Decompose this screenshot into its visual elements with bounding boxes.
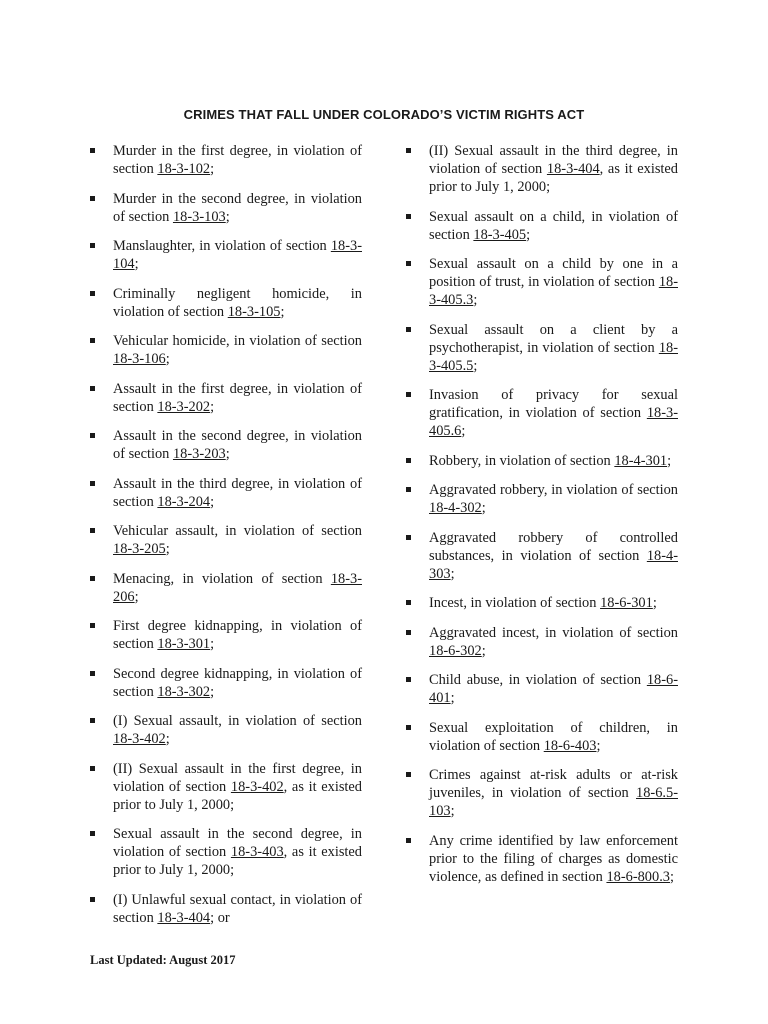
item-text: Child abuse, in violation of section — [429, 672, 647, 688]
statute-link[interactable]: 18-3-404 — [157, 909, 211, 926]
square-bullet-icon — [90, 623, 95, 628]
statute-link[interactable]: 18-3-205 — [113, 541, 166, 557]
square-bullet-icon — [90, 338, 95, 343]
square-bullet-icon — [90, 481, 95, 486]
statute-link[interactable]: 18-6-401 — [429, 672, 678, 706]
list-item — [406, 719, 678, 755]
square-bullet-icon — [406, 148, 411, 153]
square-bullet-icon — [90, 148, 95, 153]
item-suffix: ; — [165, 351, 170, 367]
square-bullet-icon — [90, 897, 95, 902]
item-suffix: , as it existed prior to July 1, 2000; — [429, 161, 678, 195]
square-bullet-icon — [406, 261, 411, 266]
list-item — [90, 617, 362, 653]
item-suffix: ; — [473, 357, 478, 374]
square-bullet-icon — [90, 528, 95, 533]
statute-link[interactable]: 18-3-103 — [172, 208, 226, 225]
item-text: Assault in the first degree, in violation of section — [113, 380, 362, 415]
item-suffix: ; — [280, 303, 285, 320]
item-text: (I) Unlawful sexual contact, in violation of section — [113, 891, 362, 926]
item-text: Assault in the third degree, in violation of section — [113, 475, 362, 510]
statute-link[interactable]: 18-3-402 — [230, 778, 284, 795]
list-item — [90, 522, 362, 558]
item-suffix: ; — [667, 452, 672, 469]
list-item — [90, 665, 362, 701]
item-text: (I) Sexual assault, in violation of section — [113, 713, 362, 729]
list-item — [406, 832, 678, 886]
item-suffix: ; — [596, 737, 601, 754]
statute-link[interactable]: 18-3-403 — [230, 844, 284, 860]
item-text: Murder in the first degree, in violation of section — [113, 143, 362, 177]
statute-link[interactable]: 18-3-405.5 — [429, 339, 678, 374]
square-bullet-icon — [406, 772, 411, 777]
item-suffix: , as it existed prior to July 1, 2000; — [113, 844, 362, 878]
statute-link[interactable]: 18-4-302 — [429, 500, 482, 516]
item-suffix: ; — [210, 161, 215, 177]
item-text: Sexual assault in the second degree, in violation of section — [113, 826, 362, 860]
statute-link[interactable]: 18-3-405.3 — [429, 274, 678, 308]
item-suffix: ; — [450, 565, 455, 582]
list-item — [406, 208, 678, 244]
list-item — [90, 332, 362, 368]
list-item — [90, 237, 362, 273]
item-text: Aggravated robbery, in violation of section — [429, 482, 678, 498]
item-text: Any crime identified by law enforcement prior to the filing of charges as domestic violence, as defined in section — [429, 832, 678, 885]
item-suffix: ; — [473, 292, 478, 308]
square-bullet-icon — [406, 458, 411, 463]
square-bullet-icon — [90, 766, 95, 771]
item-text: Manslaughter, in violation of section — [113, 238, 331, 254]
item-suffix: ; — [210, 398, 215, 415]
statute-link[interactable]: 18-3-405.6 — [429, 405, 678, 439]
item-text: Criminally negligent homicide, in violation of section — [113, 285, 362, 320]
item-suffix: ; — [526, 226, 531, 243]
item-suffix: ; — [165, 731, 170, 747]
square-bullet-icon — [406, 677, 411, 682]
statute-link[interactable]: 18-6-302 — [429, 642, 482, 659]
item-suffix: ; — [450, 803, 455, 819]
item-text: Vehicular homicide, in violation of section — [113, 333, 362, 349]
item-suffix: ; or — [210, 909, 230, 926]
list-item — [406, 594, 678, 612]
statute-link[interactable]: 18-4-301 — [614, 452, 668, 469]
square-bullet-icon — [90, 433, 95, 438]
item-suffix: ; — [450, 690, 455, 706]
item-suffix: ; — [670, 868, 674, 885]
item-text: Invasion of privacy for sexual gratification, in violation of section — [429, 387, 678, 421]
item-suffix: ; — [134, 588, 139, 605]
list-item — [90, 380, 362, 416]
list-item — [406, 766, 678, 820]
last-updated-note: Last Updated: August 2017 — [90, 953, 236, 967]
item-text: Aggravated robbery of controlled substances, in violation of section — [429, 529, 678, 564]
item-suffix: ; — [165, 541, 170, 557]
item-suffix: ; — [134, 256, 139, 272]
square-bullet-icon — [406, 600, 411, 605]
square-bullet-icon — [406, 630, 411, 635]
list-item — [90, 891, 362, 927]
list-item — [406, 481, 678, 517]
item-suffix: ; — [461, 423, 466, 439]
square-bullet-icon — [406, 838, 411, 843]
item-suffix: ; — [225, 208, 230, 225]
statute-link[interactable]: 18-6.5-103 — [429, 785, 678, 819]
item-suffix: ; — [481, 500, 486, 516]
statute-link[interactable]: 18-3-302 — [157, 683, 211, 700]
item-text: Sexual exploitation of children, in violation of section — [429, 719, 678, 754]
statute-link[interactable]: 18-6-800.3 — [606, 868, 670, 885]
statute-link[interactable]: 18-3-102 — [157, 161, 211, 177]
statute-link[interactable]: 18-3-104 — [113, 238, 362, 272]
list-item — [406, 671, 678, 707]
square-bullet-icon — [90, 831, 95, 836]
left-column — [90, 142, 362, 938]
item-text: (II) Sexual assault in the first degree, in violation of section — [113, 760, 362, 795]
list-item — [90, 570, 362, 606]
list-item — [90, 825, 362, 879]
item-suffix: ; — [210, 493, 215, 510]
item-suffix: ; — [481, 642, 486, 659]
square-bullet-icon — [90, 196, 95, 201]
item-text: Menacing, in violation of section — [113, 570, 331, 587]
square-bullet-icon — [406, 535, 411, 540]
statute-link[interactable]: 18-3-404 — [546, 161, 600, 177]
statute-link[interactable]: 18-3-204 — [157, 493, 211, 510]
statute-link[interactable]: 18-6-301 — [600, 595, 653, 611]
statute-link[interactable]: 18-4-303 — [429, 547, 678, 582]
square-bullet-icon — [406, 327, 411, 332]
square-bullet-icon — [90, 718, 95, 723]
page-title: CRIMES THAT FALL UNDER COLORADO’S VICTIM RIGHTS ACT — [183, 107, 585, 122]
item-suffix: ; — [210, 636, 215, 652]
square-bullet-icon — [90, 291, 95, 296]
square-bullet-icon — [90, 576, 95, 581]
list-item — [406, 452, 678, 470]
list-item — [90, 190, 362, 226]
square-bullet-icon — [90, 243, 95, 248]
item-text: Aggravated incest, in violation of section — [429, 624, 678, 641]
item-text: Crimes against at-risk adults or at-risk juveniles, in violation of section — [429, 767, 678, 801]
list-item — [406, 624, 678, 660]
square-bullet-icon — [406, 214, 411, 219]
item-suffix: , as it existed prior to July 1, 2000; — [113, 778, 362, 813]
statute-link[interactable]: 18-3-206 — [113, 570, 362, 605]
item-suffix: ; — [652, 595, 657, 611]
list-item — [406, 321, 678, 375]
list-item — [90, 427, 362, 463]
list-item — [406, 255, 678, 309]
item-text: Second degree kidnapping, in violation of section — [113, 665, 362, 700]
statute-link[interactable]: 18-3-202 — [157, 398, 211, 415]
statute-link[interactable]: 18-3-405 — [473, 226, 527, 243]
statute-link[interactable]: 18-3-105 — [227, 303, 281, 320]
square-bullet-icon — [406, 392, 411, 397]
square-bullet-icon — [90, 386, 95, 391]
statute-link[interactable]: 18-3-106 — [113, 351, 166, 367]
statute-link[interactable]: 18-6-403 — [543, 737, 597, 754]
item-text: Assault in the second degree, in violation of section — [113, 428, 362, 462]
list-item — [90, 285, 362, 321]
list-item — [406, 529, 678, 583]
statute-link[interactable]: 18-3-301 — [157, 636, 211, 652]
item-text: First degree kidnapping, in violation of section — [113, 618, 362, 652]
item-text: Incest, in violation of section — [429, 595, 601, 611]
item-suffix: ; — [225, 446, 230, 462]
list-item — [90, 760, 362, 814]
statute-link[interactable]: 18-3-203 — [172, 446, 226, 462]
list-item — [90, 712, 362, 748]
item-text: Vehicular assault, in violation of section — [113, 523, 362, 539]
item-text: Sexual assault on a child, in violation of section — [429, 208, 678, 243]
list-item — [406, 142, 678, 196]
list-item — [406, 386, 678, 440]
list-item — [90, 142, 362, 178]
item-text: Sexual assault on a client by a psychotherapist, in violation of section — [429, 321, 678, 356]
square-bullet-icon — [90, 671, 95, 676]
item-text: (II) Sexual assault in the third degree, in violation of section — [429, 143, 678, 177]
item-text: Robbery, in violation of section — [429, 452, 615, 469]
item-text: Murder in the second degree, in violation of section — [113, 190, 362, 225]
statute-link[interactable]: 18-3-402 — [113, 731, 166, 747]
item-text: Sexual assault on a child by one in a position of trust, in violation of section — [429, 256, 678, 290]
right-column — [406, 142, 678, 897]
square-bullet-icon — [406, 487, 411, 492]
item-suffix: ; — [210, 683, 215, 700]
square-bullet-icon — [406, 725, 411, 730]
list-item — [90, 475, 362, 511]
